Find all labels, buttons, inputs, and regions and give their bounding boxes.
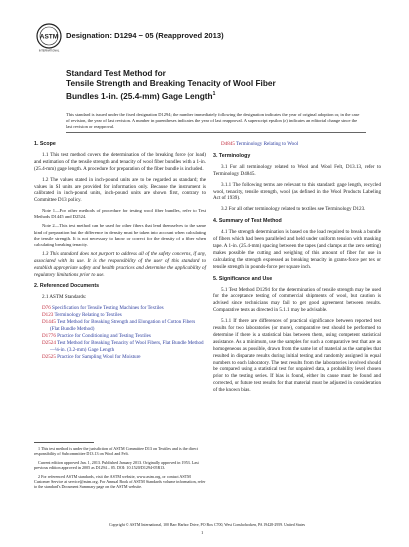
ref-link-d1445[interactable]: D1445 [42,319,56,326]
para-4-1: 4.1 The strength determination is based on the load required to break a bundle of fibers which had been paralleled and held under uniform tension with masking tape. A 1-in. (25.4-mm) spacing between the tapes (and clamps at the zero setting) makes possible the cutting and weighing of this amount of fiber for use in calculating the strength expressed as breaking tenacity in grams-force per tex or tensile strength in pounds-force per square inch. [213,229,381,270]
para-3-1-1: 3.1.1 The following terms are relevant to this standard: gage length, recycled wool, tenacity, tensile strength, wool (as defined in the Wool Products Labeling Act of 1939). [213,181,381,202]
ref-title[interactable]: Practice for Sampling Wool for Moisture [55,353,141,360]
footnote-divider [34,442,94,443]
para-1-3: 1.3 This standard does not purport to address all of the safety concerns, if any, associated with its use. It is the responsibility of the user of this standard to establish appropriate safety and health practices and determine the applicability of regulatory limitations prior to use. [34,250,206,278]
title-line-1: Standard Test Method for [66,68,166,78]
list-item [42,340,206,354]
ref-link-d4845[interactable]: D4845 [221,141,235,147]
page-number: 1 [201,530,204,535]
referenced-standards-list [42,305,206,360]
note-2: Note 2—This test method can be used for other fibers that lend themselves to the same kind of preparation but the difference in density must be taken into account when calculating the tensile strength. It is not necessary to know or correct for the density of a fiber when calculating breaking tenacity. [34,223,206,247]
copyright-notice: Copyright © ASTM International, 100 Barr Harbor Drive, PO Box C700, West Conshohocken, PA 19428-2959. United States [109,523,305,527]
para-5-1-1: 5.1.1 If there are differences of practical significance between reported test results for two laboratories (or more), comparative test should be performed to determine if there is a statistical bias between them, using competent statistical assistance. As a minimum, use the samples for such a comparative test that are as homogeneous as possible, drawn from the same lot of material as the samples that resulted in disparate results during initial testing and randomly assigned in equal numbers to each laboratory. The test results from the laboratories involved should be compared using a statistical test for unpaired data, a probability level chosen prior to the testing series. If bias is found, either its cause must be found and corrected, or future test results for that material must be adjusted in consideration of the known bias. [213,318,381,394]
ref-link-d76[interactable]: D76 [42,305,51,312]
astm-logo-icon [36,23,62,53]
svg-text:ASTM: ASTM [39,33,59,41]
section-1-heading: 1. Scope [34,141,56,147]
title-line-3 [66,89,366,101]
right-column [213,141,381,398]
svg-text:INTERNATIONAL: INTERNATIONAL [38,49,60,53]
title-line-3-text: Bundles 1-in. (25.4-mm) Gage Length [66,90,213,101]
para-5-1: 5.1 Test Method D1294 for the determination of tensile strength may be used for the acceptance testing of commercial shipments of wool, but caution is advised since technicians may fail to get good agreement between results. Comparative tests as directed in 5.1.1 may be advisable. [213,286,381,314]
ref-link-d123[interactable]: D123 [42,312,54,319]
section-5-heading: 5. Significance and Use [213,275,273,282]
section-3-heading: 3. Terminology [213,152,251,159]
list-item [42,305,206,312]
list-item [42,319,206,333]
ref-title[interactable]: Terminology Relating to Wool [234,141,299,147]
para-1-1: 1.1 This test method covers the determination of the breaking force (or load) and estimation of the tensile strength and tenacity of wool fiber bundles with a 1-in. (25.4-mm) gage length. A procedure for preparation of the fiber bundle is included. [34,151,206,172]
note-1: Note 1—For other methods of procedure for testing wool fiber bundles, refer to Test Methods D1445 and D2524. [34,208,206,220]
section-2-heading: 2. Referenced Documents [34,283,100,290]
ref-link-d1776[interactable]: D1776 [42,332,56,339]
ref-title[interactable]: Specification for Tensile Testing Machines for Textiles [50,305,164,312]
standard-issue-note: This standard is issued under the fixed designation D1294; the number immediately following the designation indicates the year of original adoption or, in the case of revision, the year of last revision. A number in parentheses indicates the year of last reapproval. A superscript epsilon (ε) indicates an editorial change since the last revision or reapproval. [66,112,360,129]
list-item [42,354,206,361]
footnote-1: 1 This test method is under the jurisdiction of ASTM Committee D13 on Textiles and is the direct responsibility of Subcommittee D13.13 on Wool and Felt. [34,446,198,457]
ref-title[interactable]: Terminology Relating to Textiles [53,312,122,319]
divider [66,132,366,133]
para-2-1: 2.1 ASTM Standards: [42,294,87,301]
title-line-2: Tensile Strength and Breaking Tenacity of Wool Fiber [66,78,276,89]
para-1-2: 1.2 The values stated in inch-pound units are to be regarded as standard; the values in SI units are provided for information only. Because the instrument is calibrated in inch-pound units, inch-pound units are shown first, contrary to Committee D13 policy. [34,176,206,204]
designation: Designation: D1294 − 05 (Reapproved 2013) [66,31,224,40]
footnote-1-edition: Current edition approved Jan. 1, 2013. Published January 2013. Originally approved in 1953. Last previous edition approved in 2005 as D1294 – 05. DOI: 10.1520/D1294-05R13. [34,459,199,471]
para-3-2: 3.2 For all other terminology related to textiles see Terminology D123. [221,206,366,213]
title-footnote-ref[interactable]: 1 [212,90,216,97]
ref-title[interactable]: Practice for Conditioning and Testing Textiles [55,332,151,339]
para-3-1: 3.1 For all terminology related to Wool and Wool Felt, D13.13, refer to Terminology D4845. [213,163,381,177]
footnotes [34,446,206,493]
ref-title[interactable]: Test Method for Breaking Tenacity of Wool Fibers, Flat Bundle Method—⅛-in. (3.2-mm) Gage Length [50,339,204,353]
list-item [221,141,381,148]
ref-link-d2524[interactable]: D2524 [42,339,56,346]
list-item [42,333,206,340]
ref-link-d2525[interactable]: D2525 [42,353,56,360]
ref-title[interactable]: Test Method for Breaking Strength and Elongation of Cotton Fibers (Flat Bundle Method) [50,319,196,332]
section-4-heading: 4. Summary of Test Method [213,218,282,225]
left-column [34,141,206,364]
footnote-2: 2 For referenced ASTM standards, visit the ASTM website, www.astm.org, or contact ASTM Customer Service at service@astm.org. For Annual Book of ASTM Standards volume information, refer to the standard's Document Summary page on the ASTM website. [34,473,206,490]
document-title [66,68,366,101]
